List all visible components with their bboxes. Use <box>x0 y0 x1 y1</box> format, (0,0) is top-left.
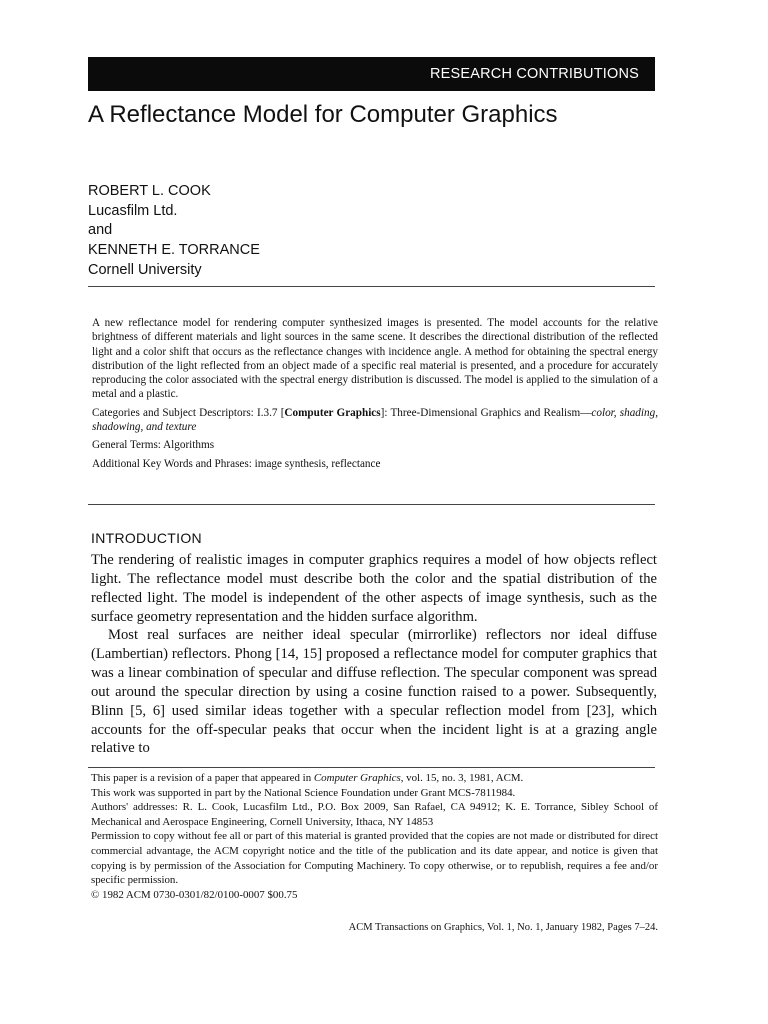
abstract-section <box>92 316 658 475</box>
categories-italic-text: color, shading, shadowing, and texture <box>92 406 658 434</box>
author-connector: and <box>88 222 113 239</box>
footnote-addresses: Authors' addresses: R. L. Cook, Lucasfilm Ltd., P.O. Box 2009, San Rafael, CA 94912; K. E. Torrance, Sibley School of Mechanical and Aerospace Engineering, Cornell University, Ithaca, NY 14853 <box>91 801 658 828</box>
author-name: ROBERT L. COOK <box>88 183 211 199</box>
categories-code: I.3.7 <box>256 406 278 419</box>
author-name: KENNETH E. TORRANCE <box>88 242 260 259</box>
footnote-revision <box>91 771 658 786</box>
footnote-permission: Permission to copy without fee all or part of this material is granted provided that the copies are not made or distributed for direct commercial advantage, the ACM copyright notice and the title of the publication and its date appear, and notice is given that copying is by permission of the Association for Computing Machinery. To copy otherwise, or to republish, requires a fee and/or specific permission. <box>91 830 658 887</box>
footnote-revision-journal: Computer Graphics <box>313 772 401 784</box>
categories-bracket-close: ]: <box>380 406 388 419</box>
categories <box>92 406 658 435</box>
categories-label: Categories and Subject Descriptors: <box>92 406 254 419</box>
paper-title: A Reflectance Model for Computer Graphics <box>88 101 558 128</box>
categories-text: Three-Dimensional Graphics and Realism— <box>390 406 592 419</box>
footnote-revision-suffix: , vol. 15, no. 3, 1981, ACM. <box>400 772 524 784</box>
author-affiliation: Lucasfilm Ltd. <box>88 202 178 219</box>
footnote-revision-prefix: This paper is a revision of a paper that appeared in <box>91 772 314 784</box>
body-paragraph: The rendering of realistic images in computer graphics requires a model of how objects reflect light. The reflectance model must describe both the color and the spatial distribution of the reflected light. The model is independent of the other aspects of image synthesis, such as the surface geometry representation and the hidden surface algorithm. <box>91 552 657 625</box>
divider-rule <box>88 504 655 505</box>
general-terms: General Terms: Algorithms <box>92 439 215 452</box>
abstract: A new reflectance model for rendering computer synthesized images is presented. The model accounts for the relative brightness of different materials and light sources in the same scene. It describes the directional distribution of the reflected light and a color shift that occurs as the reflectance changes with incidence angle. A method for obtaining the spectral energy distribution of the light reflected from an object made of a specific real material is presented, and a procedure for accurately reproducing the color associated with the spectral energy distribution is discussed. The model is applied to the simulation of a metal and a plastic. <box>92 317 658 401</box>
author-affiliation: Cornell University <box>88 261 202 278</box>
introduction-body <box>91 551 657 758</box>
divider-rule <box>88 286 655 287</box>
footnote-copyright: © 1982 ACM 0730-0301/82/0100-0007 $00.75 <box>91 888 298 901</box>
body-paragraph: Most real surfaces are neither ideal specular (mirrorlike) reflectors nor ideal diffuse (Lambertian) reflectors. Phong [14, 15] proposed a reflectance model for computer graphics that was a linear combination of specular and diffuse reflection. The specular component was spread out around the specular direction by using a cosine function raised to a power. Subsequently, Blinn [5, 6] used similar ideas together with a specular reflection model from [23], which accounts for the off-specular peaks that occur when the incident light is at a grazing angle relative to <box>91 627 657 757</box>
footnote <box>91 771 658 902</box>
footnote-rule <box>88 767 655 768</box>
section-header-bar <box>88 57 655 91</box>
categories-bracket-open: [ <box>280 406 285 419</box>
categories-bold-term: Computer Graphics <box>284 406 381 419</box>
section-heading: INTRODUCTION <box>91 530 202 546</box>
author-block <box>88 182 260 281</box>
journal-citation: ACM Transactions on Graphics, Vol. 1, No. 1, January 1982, Pages 7–24. <box>348 922 658 933</box>
keywords: Additional Key Words and Phrases: image synthesis, reflectance <box>92 457 381 470</box>
section-label: RESEARCH CONTRIBUTIONS <box>429 66 639 82</box>
footnote-support: This work was supported in part by the National Science Foundation under Grant MCS-7811984. <box>91 786 516 799</box>
